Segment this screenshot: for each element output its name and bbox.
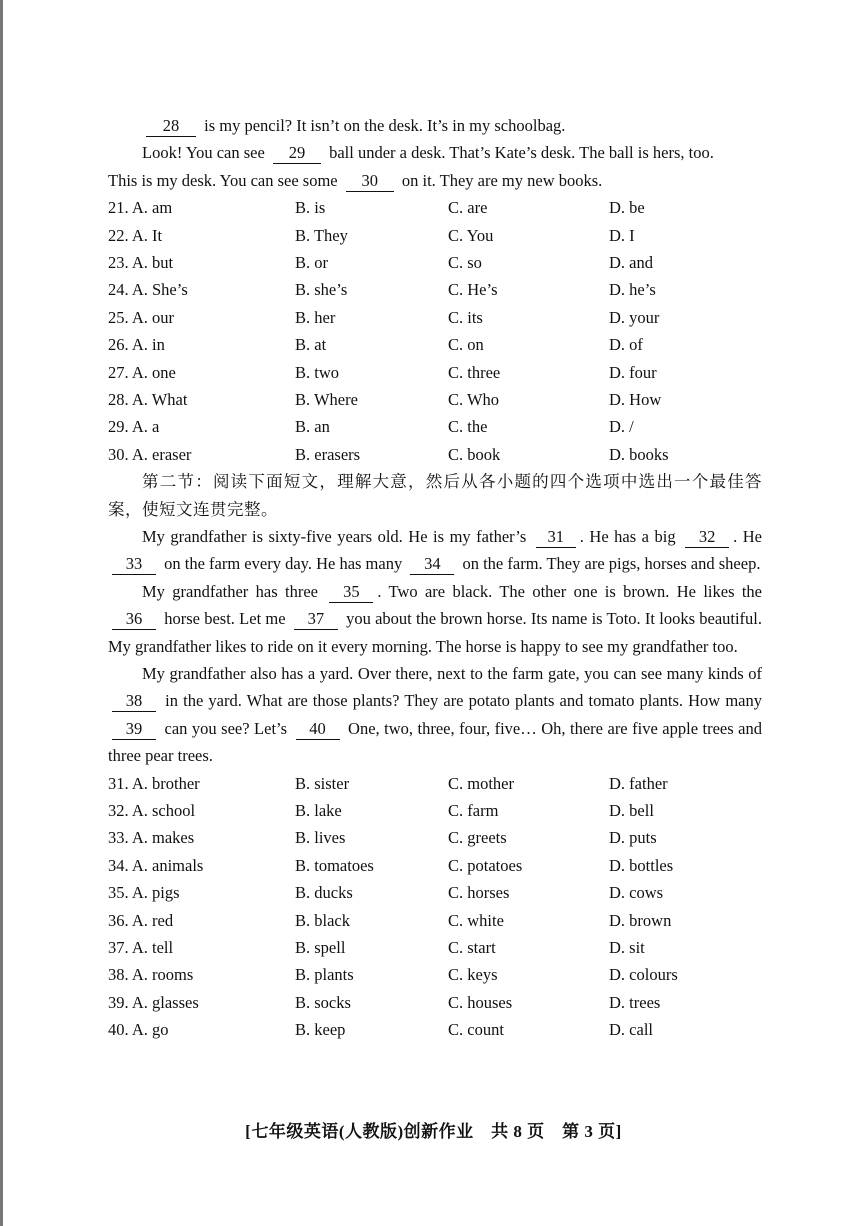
blank-28: 28: [146, 116, 196, 137]
option-d: D. How: [609, 389, 662, 409]
option-c: C. keys: [448, 965, 498, 985]
option-b: B. socks: [295, 992, 351, 1012]
option-c: C. count: [448, 1020, 504, 1040]
option-c: C. houses: [448, 992, 513, 1012]
option-c: C. greets: [448, 828, 507, 848]
option-a: 35. A. pigs: [108, 883, 180, 903]
option-d: D. brown: [609, 910, 672, 930]
passage1-line3: [108, 167, 762, 194]
option-d: D. he’s: [609, 280, 656, 300]
option-c: C. Who: [448, 389, 500, 409]
option-d: D. call: [609, 1020, 653, 1040]
p1-text3: . He: [733, 526, 763, 546]
option-b: B. black: [295, 910, 350, 930]
option-d: D. father: [609, 773, 668, 793]
option-b: B. keep: [295, 1020, 346, 1040]
option-row: [108, 852, 762, 879]
option-row: [108, 413, 762, 440]
option-c: C. the: [448, 417, 488, 437]
option-b: B. ducks: [295, 883, 353, 903]
option-row: [108, 1016, 762, 1043]
option-c: C. horses: [448, 883, 510, 903]
option-b: B. erasers: [295, 444, 361, 464]
option-a: 39. A. glasses: [108, 992, 199, 1012]
option-c: C. farm: [448, 800, 499, 820]
p3-text2: in the yard. What are those plants? They are potato plants and tomato plants. How many: [165, 691, 763, 711]
option-b: B. plants: [295, 965, 354, 985]
option-row: [108, 331, 762, 358]
p2-text4: you about the brown horse. Its name is Toto. It looks beautiful. My grandfather likes to ride on it every morning. The horse is happy to see my grandfather too.: [108, 609, 763, 656]
option-row: [108, 907, 762, 934]
option-b: B. or: [295, 253, 328, 272]
option-row: [108, 441, 762, 468]
option-row: [108, 934, 762, 961]
blank-34: 34: [410, 554, 454, 575]
option-b: B. tomatoes: [295, 855, 374, 875]
option-c: C. its: [448, 307, 483, 327]
option-a: 27. A. one: [108, 362, 176, 382]
option-a: 22. A. It: [108, 225, 163, 245]
option-c: C. so: [448, 253, 482, 272]
passage1-line3-post: on it. They are my new books.: [401, 170, 603, 190]
option-row: [108, 770, 762, 797]
option-d: D. I: [609, 225, 635, 245]
blank-36: 36: [112, 609, 156, 630]
option-a: 38. A. rooms: [108, 965, 194, 985]
page-footer: [七年级英语(人教版)创新作业 共 8 页 第 3 页]: [245, 1122, 622, 1141]
option-row: [108, 386, 762, 413]
option-d: D. books: [609, 444, 669, 464]
passage1-line3-pre: This is my desk. You can see some: [108, 170, 338, 190]
passage2-paragraph3: [108, 660, 762, 770]
option-b: B. her: [295, 307, 336, 327]
option-b: B. two: [295, 362, 340, 382]
options-21-30: [108, 194, 762, 468]
worksheet-content: [108, 112, 762, 1044]
p1-text1: My grandfather is sixty-five years old. He is my father’s: [142, 526, 527, 546]
option-a: 31. A. brother: [108, 773, 200, 793]
option-c: C. potatoes: [448, 855, 523, 875]
option-c: C. He’s: [448, 280, 498, 300]
option-b: B. They: [295, 225, 348, 245]
p1-text4: on the farm every day. He has many: [164, 554, 403, 574]
option-d: D. bottles: [609, 855, 674, 875]
option-row: [108, 359, 762, 386]
option-c: C. are: [448, 198, 488, 218]
options-31-40: [108, 770, 762, 1044]
option-d: D. of: [609, 335, 643, 355]
blank-29: 29: [273, 143, 321, 164]
passage1-line2: [108, 139, 762, 166]
option-b: B. Where: [295, 389, 358, 409]
option-row: [108, 824, 762, 851]
passage1-line1: [108, 112, 762, 139]
option-b: B. at: [295, 335, 327, 355]
option-row: [108, 276, 762, 303]
blank-40: 40: [296, 719, 340, 740]
option-d: D. bell: [609, 800, 654, 820]
option-b: B. lives: [295, 828, 346, 848]
option-row: [108, 222, 762, 249]
p2-text1: My grandfather has three: [142, 581, 318, 601]
option-d: D. cows: [609, 883, 664, 903]
option-row: [108, 304, 762, 331]
option-row: [108, 961, 762, 988]
option-d: D. trees: [609, 992, 661, 1012]
section2-instruction: 第二节：阅读下面短文，理解大意，然后从各小题的四个选项中选出一个最佳答案，使短文连贯完整。: [108, 472, 762, 519]
option-d: D. colours: [609, 965, 678, 985]
option-d: D. puts: [609, 828, 657, 848]
option-d: D. your: [609, 307, 660, 327]
blank-33: 33: [112, 554, 156, 575]
blank-38: 38: [112, 691, 156, 712]
p1-text2: . He has a big: [579, 526, 676, 546]
p3-text1: My grandfather also has a yard. Over there, next to the farm gate, you can see many kinds of: [142, 663, 762, 683]
option-b: B. sister: [295, 773, 350, 793]
option-a: 32. A. school: [108, 800, 196, 820]
option-a: 33. A. makes: [108, 828, 195, 848]
option-a: 26. A. in: [108, 335, 165, 355]
option-a: 30. A. eraser: [108, 444, 192, 464]
blank-32: 32: [685, 527, 729, 548]
blank-37: 37: [294, 609, 338, 630]
passage1-line1-text: is my pencil? It isn’t on the desk. It’s in my schoolbag.: [204, 116, 566, 135]
option-a: 37. A. tell: [108, 937, 174, 957]
option-a: 29. A. a: [108, 417, 160, 437]
option-c: C. start: [448, 937, 496, 957]
option-a: 40. A. go: [108, 1020, 169, 1040]
passage2-paragraph2: [108, 578, 762, 660]
option-row: [108, 989, 762, 1016]
option-c: C. on: [448, 335, 484, 355]
option-c: C. mother: [448, 773, 514, 793]
option-d: D. four: [609, 362, 657, 382]
blank-35: 35: [329, 582, 373, 603]
option-row: [108, 797, 762, 824]
option-a: 21. A. am: [108, 198, 173, 218]
option-d: D. /: [609, 417, 634, 437]
option-a: 25. A. our: [108, 307, 174, 327]
page-edge: [0, 0, 3, 1226]
blank-30: 30: [346, 171, 394, 192]
option-d: D. sit: [609, 937, 645, 957]
option-a: 24. A. She’s: [108, 280, 188, 300]
option-d: D. be: [609, 198, 645, 218]
p1-text5: on the farm. They are pigs, horses and sheep.: [462, 554, 761, 574]
option-d: D. and: [609, 253, 653, 272]
option-a: 28. A. What: [108, 389, 188, 409]
option-a: 36. A. red: [108, 910, 174, 930]
p2-text3: horse best. Let me: [164, 609, 286, 629]
option-c: C. You: [448, 225, 494, 245]
option-a: 34. A. animals: [108, 855, 204, 875]
option-b: B. spell: [295, 937, 346, 957]
option-c: C. book: [448, 444, 501, 464]
option-c: C. three: [448, 362, 501, 382]
option-b: B. she’s: [295, 280, 348, 300]
option-b: B. lake: [295, 800, 342, 820]
option-b: B. is: [295, 198, 326, 218]
passage1-line2-pre: Look! You can see: [142, 143, 265, 163]
option-row: [108, 249, 762, 276]
option-c: C. white: [448, 910, 504, 930]
option-b: B. an: [295, 417, 330, 437]
option-a: 23. A. but: [108, 253, 174, 272]
option-row: [108, 194, 762, 221]
blank-31: 31: [536, 527, 576, 548]
passage1-line2-post: ball under a desk. That’s Kate’s desk. The ball is hers, too.: [329, 143, 714, 163]
blank-39: 39: [112, 719, 156, 740]
p3-text3: can you see? Let’s: [164, 718, 288, 738]
passage2-paragraph1: [108, 523, 762, 578]
option-row: [108, 879, 762, 906]
p2-text2: . Two are black. The other one is brown. He likes the: [377, 581, 763, 601]
p3-text4: One, two, three, four, five… Oh, there are five apple trees and three pear trees.: [108, 718, 762, 766]
